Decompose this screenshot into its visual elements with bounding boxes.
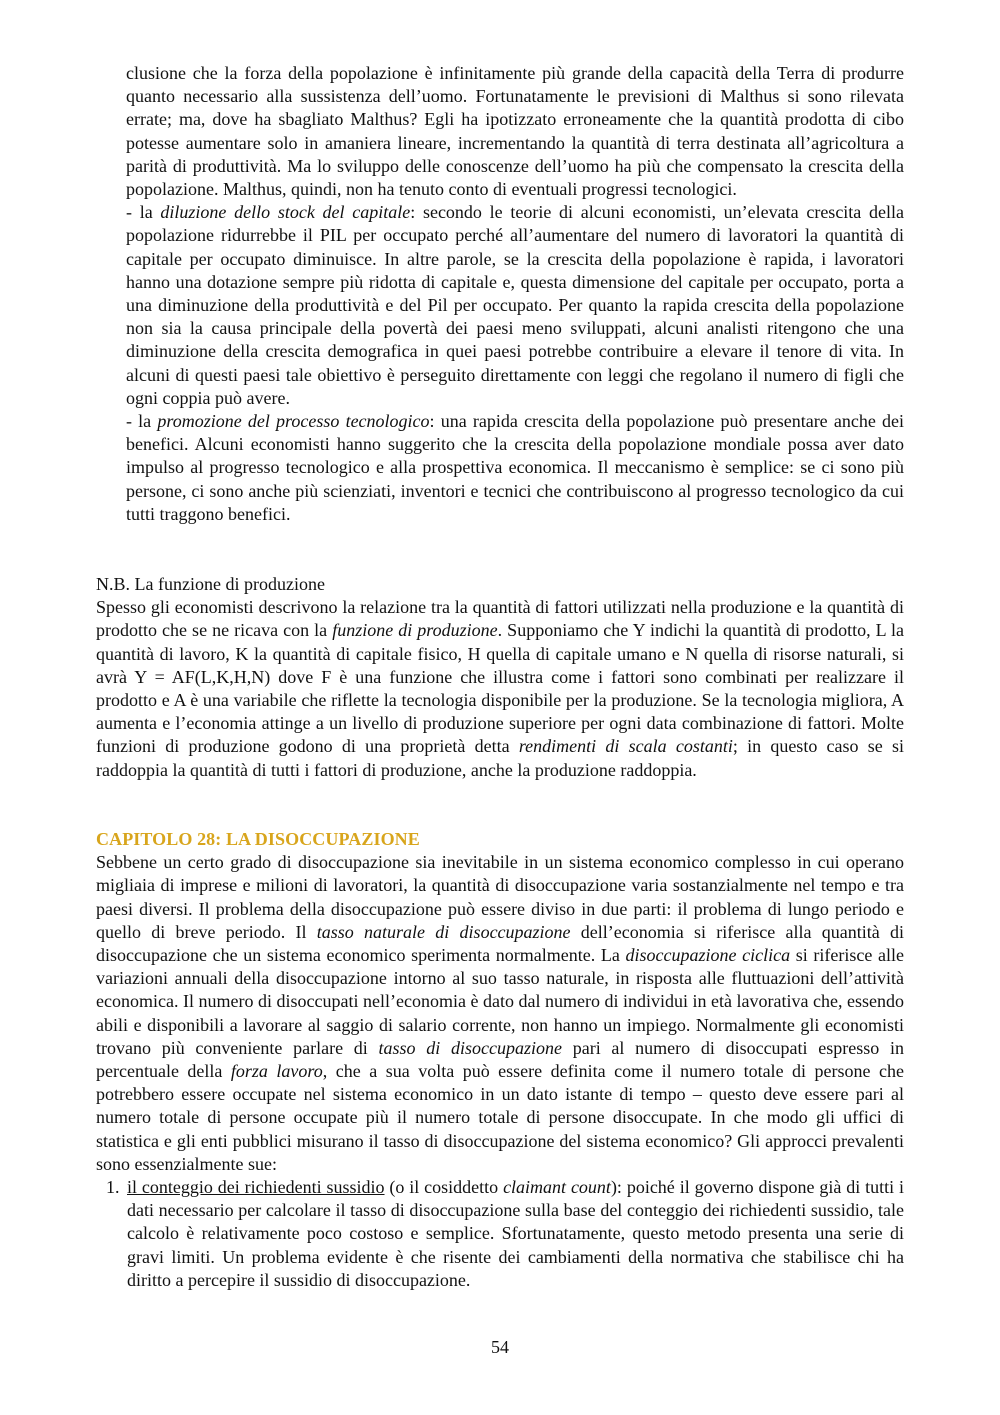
term-constant-returns: rendimenti di scala costanti (518, 736, 733, 757)
term-natural-rate: tasso naturale di disoccupazione (316, 921, 571, 942)
bullet-capital-dilution: - la diluzione dello stock del capitale: secondo le teorie di alcuni economisti, un’elevata crescita della popolazione ridurrebbe il PIL per occupato perché all’aumentare del numero di lavoratori la quantità di capitale per occupato diminuisce. In altre parole, se la crescita della popolazione è rapida, i lavoratori hanno una dotazione sempre più ridotta di capitale e, questa dimensione del capitale per occupato, porta a una diminuzione della produttività e del Pil per occupato. Per quanto la rapida crescita della popolazione non sia la causa principale della povertà dei paesi meno sviluppati, alcuni analisti ritengono che una diminuzione della crescita demografica in quei paesi potrebbe contribuire a elevare il tenore di vita. In alcuni di questi paesi tale obiettivo è perseguito direttamente con leggi che regolano il numero di figli che ogni coppia può avere. (126, 202, 904, 408)
nb-title: N.B. La funzione di produzione (96, 574, 325, 594)
page-number: 54 (491, 1337, 509, 1357)
term-labor-force: forza lavoro (230, 1061, 323, 1082)
term-unemployment-rate: tasso di disoccupazione (378, 1037, 562, 1058)
term-claimant-count-heading: il conteggio dei richiedenti sussidio (127, 1177, 385, 1198)
chapter-heading: CAPITOLO 28: LA DISOCCUPAZIONE (96, 829, 420, 849)
term-cyclical-unemployment: disoccupazione ciclica (625, 945, 791, 966)
bullet-technological-promotion: - la promozione del processo tecnologico: una rapida crescita della popolazione può presentare anche dei benefici. Alcuni economisti hanno suggerito che la crescita della popolazione mondiale possa aver dato impulso al progresso tecnologico e alla prospettiva economica. Il meccanismo è semplice: se ci sono più persone, ci sono anche più scienziati, inventori e tecnici che contribuiscono al progresso tecnologico da cui tutti traggono benefici. (126, 411, 905, 524)
nb-section (96, 573, 904, 782)
chapter-section (96, 828, 904, 1292)
malthus-paragraph: clusione che la forza della popolazione è infinitamente più grande della capacità della Terra di produrre quanto necessario alla sussistenza dell’uomo. Fortunatamente le previsioni di Malthus si sono rilevata errate; ma, dove ha sbagliato Malthus? Egli ha ipotizzato erroneamente che la quantità prodotta di cibo potesse aumentare solo in amaniera lineare, incrementando la quantità di terra destinata all’agricoltura a parità di produttività. Ma lo sviluppo delle conoscenze dell’uomo ha più che compensato la crescita della popolazione. Malthus, quindi, non ha tenuto conto di eventuali progressi tecnologici. (126, 63, 904, 200)
term-technological-promotion: promozione del processo tecnologico (157, 411, 430, 432)
chapter-paragraph: Sebbene un certo grado di disoccupazione sia inevitabile in un sistema economico complesso in cui operano migliaia di imprese e milioni di lavoratori, la quantità di disoccupazione varia sostanzialmente nel tempo e tra paesi diversi. Il problema della disoccupazione può essere diviso in due parti: il problema di lungo periodo e quello di breve periodo. Il tasso naturale di disoccupazione dell’economia si riferisce alla quantità di disoccupazione che un sistema economico sperimenta normalmente. La disoccupazione ciclica si riferisce alle variazioni annuali della disoccupazione intorno al suo tasso naturale, in risposta alle fluttuazioni dell’attività economica. Il numero di disoccupati nell’economia è dato dal numero di individui in età lavorativa che, essendo abili e disponibili a lavorare al saggio di salario corrente, non hanno un impiego. Normalmente gli economisti trovano più conveniente parlare di tasso di disoccupazione pari al numero di disoccupati espresso in percentuale della forza lavoro, che a sua volta può essere definita come il numero totale di persone che potrebbero essere occupate nel sistema economico in un dato istante di tempo – questo deve essere pari al numero totale di persone occupate più il numero totale di persone disoccupate. In che modo gli uffici di statistica e gli enti pubblici misurano il tasso di disoccupazione del sistema economico? Gli approcci prevalenti sono essenzialmente sue: (96, 852, 904, 1174)
term-claimant-count: claimant count (503, 1177, 611, 1198)
term-production-function: funzione di produzione (332, 620, 498, 641)
list-item: 1. il conteggio dei richiedenti sussidio (o il cosiddetto claimant count): poiché il governo dispone già di tutti i dati necessario per calcolare il tasso di disoccupazione sulla base del conteggio dei richiedenti sussidio, tale calcolo è relativamente poco costoso e semplice. Sfortunatamente, questo metodo presenta una serie di gravi limiti. Un problema evidente è che risente dei cambiamenti della normativa che stabilisce chi ha diritto a percepire il sussidio di disoccupazione. (106, 1177, 904, 1290)
continued-section (126, 62, 904, 526)
term-capital-dilution: diluzione dello stock del capitale (160, 202, 411, 223)
nb-paragraph: Spesso gli economisti descrivono la relazione tra la quantità di fattori utilizzati nella produzione e la quantità di prodotto che se ne ricava con la funzione di produzione. Supponiamo che Y indichi la quantità di prodotto, L la quantità di lavoro, K la quantità di capitale fisico, H quella di capitale umano e N quella di risorse naturali, si avrà Y = AF(L,K,H,N) dove F è una funzione che illustra come i fattori sono combinati per realizzare il prodotto e A è una variabile che riflette la tecnologia disponibile per la produzione. Se la tecnologia migliora, A aumenta e l’economia attinge a un livello di produzione superiore per ogni data combinazione di fattori. Molte funzioni di produzione godono di una proprietà detta rendimenti di scala costanti; in questo caso se si raddoppia la quantità di tutti i fattori di produzione, anche la produzione raddoppia. (96, 597, 905, 780)
list-item-number: 1. (106, 1177, 120, 1198)
